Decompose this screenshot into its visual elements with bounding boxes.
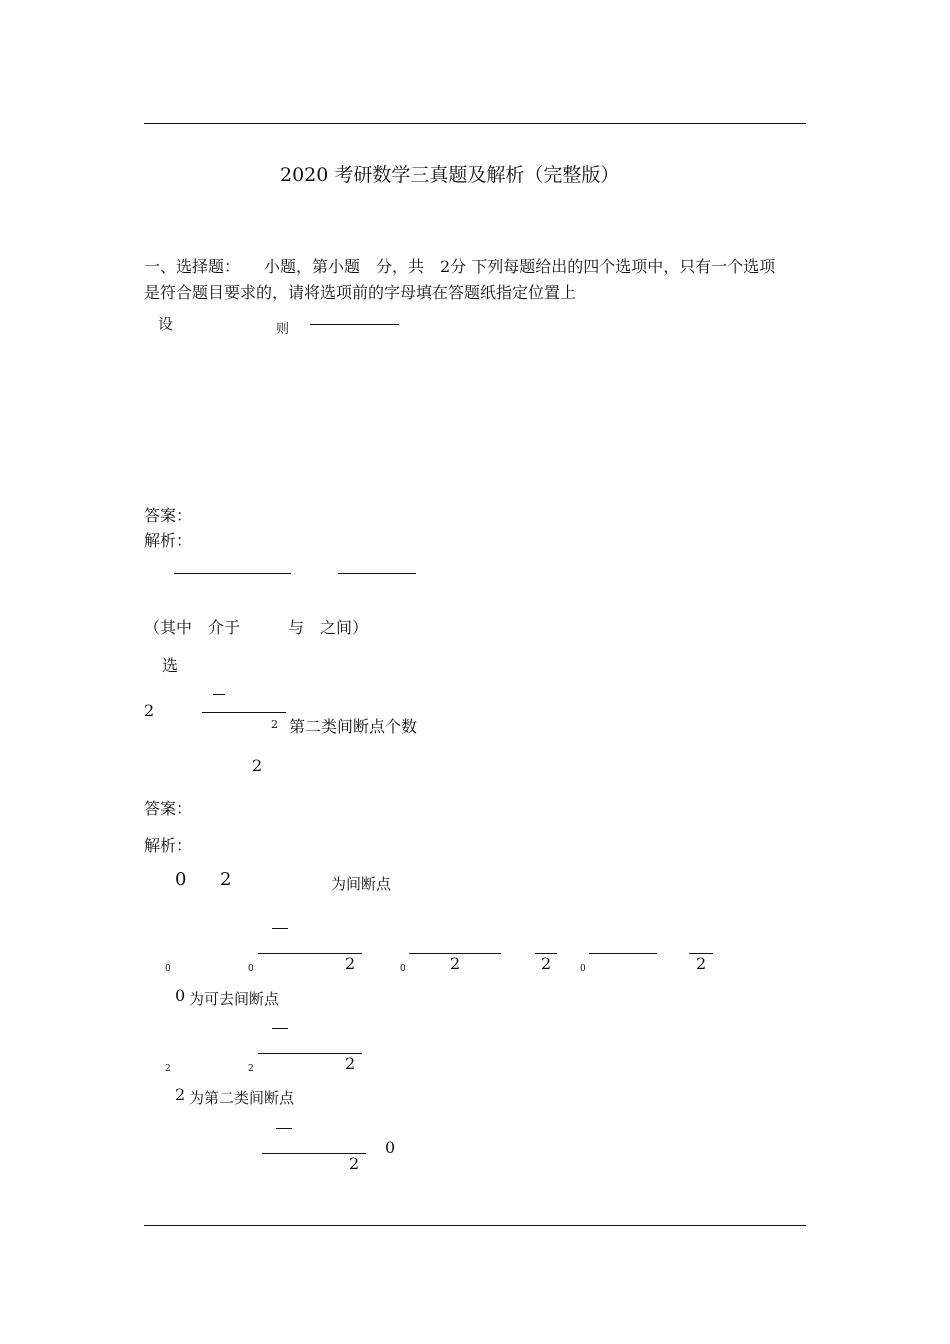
row2-zero: 0 xyxy=(175,986,186,1005)
row1-frac2-c: 2 xyxy=(541,954,552,973)
q1-blank-line xyxy=(310,324,399,325)
row3-sub2-b: 2 xyxy=(248,1064,254,1074)
q1-ze: 则 xyxy=(276,322,290,337)
header-rule xyxy=(144,123,806,124)
q2-two-b: 2 xyxy=(252,756,263,775)
q1-fraction-bar-1 xyxy=(174,573,291,574)
q1-qizhong-note: （其中 介于 与 之间） xyxy=(144,618,369,637)
q2-analysis-label: 解析： xyxy=(144,836,193,855)
row4-two: 2 xyxy=(175,1085,186,1104)
row1-frac2-d: 2 xyxy=(696,954,707,973)
row1-frac2-a: 2 xyxy=(345,954,356,973)
q1-analysis-label: 解析： xyxy=(144,531,193,550)
row1-sub0-a: 0 xyxy=(165,964,171,974)
row1-sub0-d: 0 xyxy=(580,964,586,974)
q2-fraction-bar xyxy=(202,712,286,713)
q2-sub-two: 2 xyxy=(271,718,278,731)
row1-short-bar xyxy=(272,928,288,929)
q1-fraction-bar-2 xyxy=(338,573,416,574)
q1-answer-label: 答案： xyxy=(144,506,193,525)
q2-answer-label: 答案： xyxy=(144,799,193,818)
page-title: 2020 考研数学三真题及解析（完整版） xyxy=(280,164,620,186)
q2-zero: 0 xyxy=(175,869,187,890)
footer-rule xyxy=(144,1225,806,1226)
row1-sub0-b: 0 xyxy=(248,964,254,974)
row5-short-bar xyxy=(276,1128,292,1129)
row5-zero: 0 xyxy=(385,1138,396,1157)
q2-question-text: 第二类间断点个数 xyxy=(289,717,418,736)
row1-frac2-b: 2 xyxy=(450,954,461,973)
q2-number: 2 xyxy=(144,701,155,720)
row4-dierlei: 为第二类间断点 xyxy=(189,1089,295,1107)
q1-xuan: 选 xyxy=(162,656,179,675)
q2-two: 2 xyxy=(220,869,232,890)
row3-frac2: 2 xyxy=(345,1054,356,1073)
q2-short-bar xyxy=(213,694,225,695)
q2-wei-jianduan: 为间断点 xyxy=(331,875,392,893)
row3-sub2-a: 2 xyxy=(165,1064,171,1074)
q1-she: 设 xyxy=(158,315,174,333)
row1-sub0-c: 0 xyxy=(400,964,406,974)
section-instructions-line1: 一、选择题： 小题，第小题 分，共 2分 下列每题给出的四个选项中，只有一个选项 xyxy=(144,257,776,276)
row5-frac2: 2 xyxy=(349,1154,360,1173)
row1-frac-bar-d xyxy=(589,953,657,954)
section-instructions-line2: 是符合题目要求的，请将选项前的字母填在答题纸指定位置上 xyxy=(144,283,577,302)
row3-short-bar xyxy=(272,1028,288,1029)
row2-kequ: 为可去间断点 xyxy=(189,990,280,1008)
